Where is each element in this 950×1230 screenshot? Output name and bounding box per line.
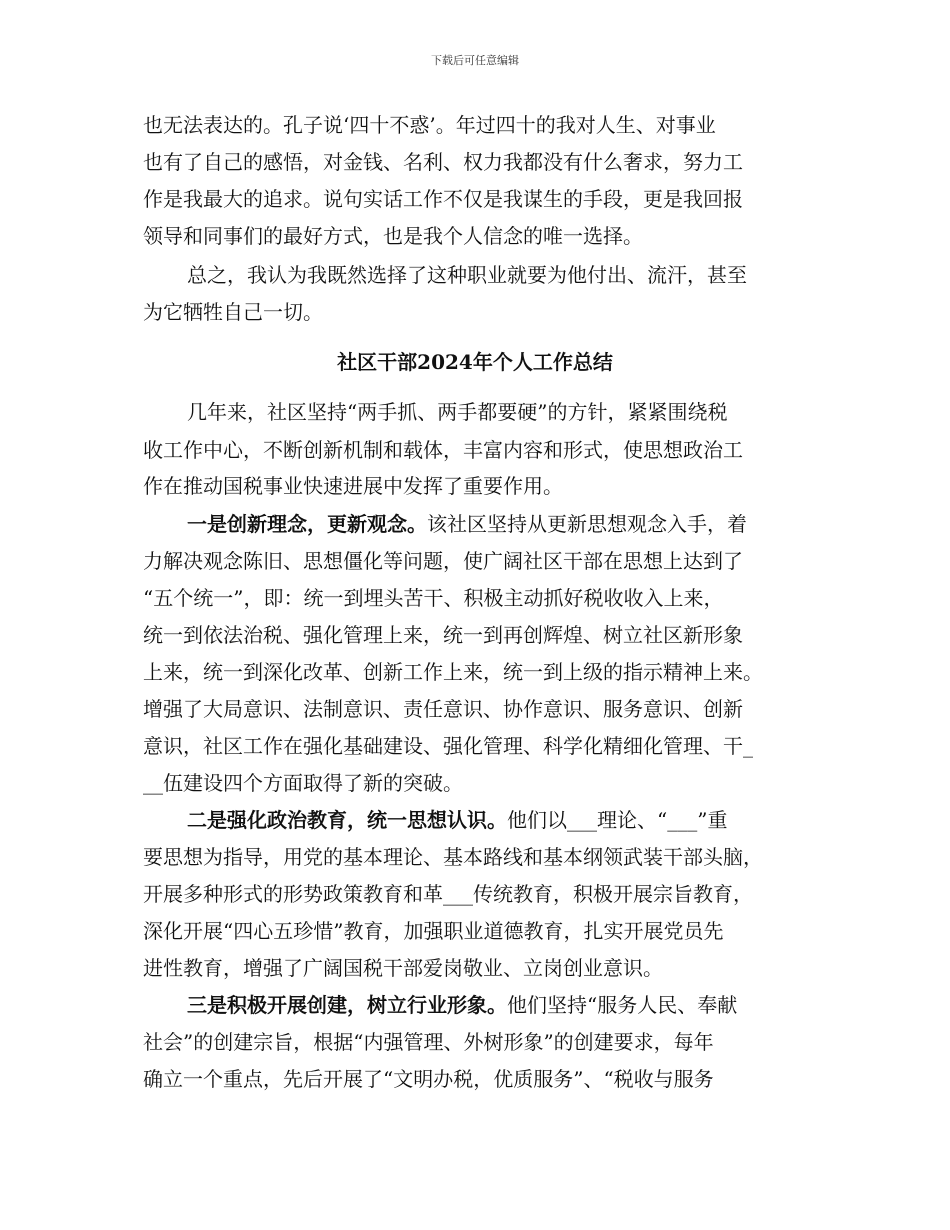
text-line: 要思想为指导，用党的基本理论、基本路线和基本纲领武装干部头脑， bbox=[143, 845, 763, 869]
text-line: __伍建设四个方面取得了新的突破。 bbox=[143, 771, 463, 795]
text-span: 他们以___理论、“___”重 bbox=[507, 808, 728, 832]
text-line: 作在推动国税事业快速进展中发挥了重要作用。 bbox=[143, 474, 563, 498]
text-line: 意识，社区工作在强化基础建设、强化管理、科学化精细化管理、干_ bbox=[143, 734, 753, 758]
document-title: 社区干部2024年个人工作总结 bbox=[337, 350, 613, 374]
text-line: 开展多种形式的形势政策教育和革___传统教育，积极开展宗旨教育， bbox=[143, 882, 753, 906]
text-line: 为它牺牲自己一切。 bbox=[143, 300, 323, 324]
text-line: 社会”的创建宗旨，根据“内强管理、外树形象”的创建要求，每年 bbox=[143, 1030, 714, 1054]
text-line: 进性教育，增强了广阔国税干部爱岗敬业、立岗创业意识。 bbox=[143, 956, 663, 980]
text-line: 也无法表达的。孔子说‘四十不惑’。年过四十的我对人生、对事业 bbox=[143, 113, 716, 137]
text-span: 他们坚持“服务人民、奉献 bbox=[507, 993, 738, 1017]
text-line: 上来，统一到深化改革、创新工作上来，统一到上级的指示精神上来。 bbox=[143, 660, 763, 684]
paragraph-first-line bbox=[187, 803, 727, 837]
text-line: 收工作中心，不断创新机制和载体，丰富内容和形式，使思想政治工 bbox=[143, 438, 743, 462]
text-line: 也有了自己的感悟，对金钱、名利、权力我都没有什么奢求，努力工 bbox=[143, 150, 743, 174]
text-line: 领导和同事们的最好方式，也是我个人信念的唯一选择。 bbox=[143, 224, 643, 248]
page-header-note: 下载后可任意编辑 bbox=[431, 54, 519, 67]
text-line: 作是我最大的追求。说句实话工作不仅是我谋生的手段，更是我回报 bbox=[143, 187, 743, 211]
text-span: 该社区坚持从更新思想观念入手，着 bbox=[427, 512, 747, 536]
text-line: “五个统一”，即：统一到埋头苦干、积极主动抓好税收收入上来， bbox=[143, 586, 724, 610]
section-heading: 三是积极开展创建，树立行业形象。 bbox=[187, 993, 507, 1017]
section-heading: 二是强化政治教育，统一思想认识。 bbox=[187, 808, 507, 832]
text-line: 增强了大局意识、法制意识、责任意识、协作意识、服务意识、创新 bbox=[143, 697, 743, 721]
section-heading: 一是创新理念，更新观念。 bbox=[187, 512, 427, 536]
paragraph-first-line bbox=[187, 988, 737, 1022]
paragraph-first-line bbox=[187, 507, 747, 541]
text-line: 总之，我认为我既然选择了这种职业就要为他付出、流汗，甚至 bbox=[187, 263, 747, 287]
text-line: 几年来，社区坚持“两手抓、两手都要硬”的方针，紧紧围绕税 bbox=[187, 400, 728, 424]
text-line: 力解决观念陈旧、思想僵化等问题，使广阔社区干部在思想上达到了 bbox=[143, 549, 743, 573]
text-line: 确立一个重点，先后开展了“文明办税，优质服务”、“税收与服务 bbox=[143, 1067, 714, 1091]
text-line: 统一到依法治税、强化管理上来，统一到再创辉煌、树立社区新形象 bbox=[143, 623, 743, 647]
text-line: 深化开展“四心五珍惜”教育，加强职业道德教育，扎实开展党员先 bbox=[143, 919, 724, 943]
